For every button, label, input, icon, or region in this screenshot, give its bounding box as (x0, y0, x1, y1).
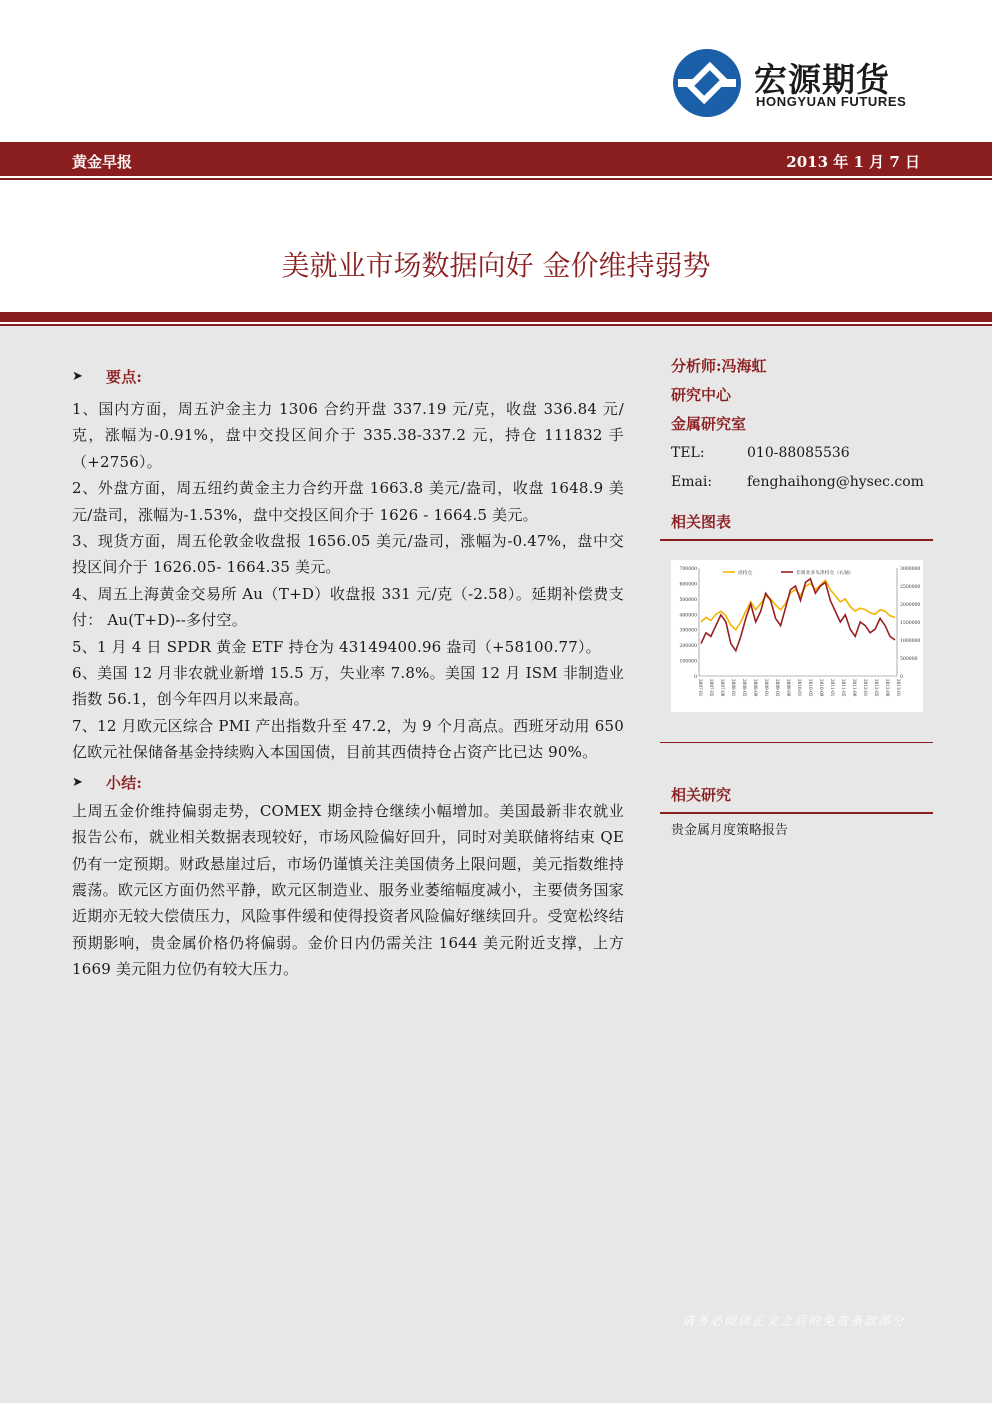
company-logo (672, 48, 922, 118)
chart-x-tick-label: 2012-05 (874, 679, 879, 697)
email-value: fenghaihong@hysec.com (747, 474, 924, 490)
arrow-bullet-icon: ➤ (72, 369, 84, 384)
email-label: Emai: (671, 474, 713, 490)
chart-y-right-tick-label: 1000000 (900, 639, 921, 644)
chart-x-tick-label: 2013-01 (896, 679, 901, 697)
chart-y-left-tick-label: 0 (694, 675, 697, 680)
key-point-3: 3、现货方面，周五伦敦金收盘报 1656.05 美元/盎司，涨幅为-0.47%，盘中交投区间介于 1626.05- 1664.35 美元。 (72, 532, 624, 577)
chart-legend-label: 沿持仓 (738, 571, 753, 576)
key-point-1: 1、国内方面，周五沪金主力 1306 合约开盘 337.19 元/克，收盘 336.84 元/克，涨幅为-0.91%，盘中交投区间介于 335.38-337.2 元，持仓 111832 手（+2756）。 (72, 400, 624, 471)
chart-y-right-tick-label: 1500000 (900, 621, 921, 626)
chart-x-tick-label: 2011-09 (852, 679, 857, 697)
related-research-item: 贵金属月度策略报告 (671, 823, 789, 838)
chart-x-tick-label: 2012-01 (863, 679, 868, 697)
chart-y-right-tick-label: 500000 (900, 657, 918, 662)
title-area (0, 180, 992, 312)
chart-y-right-tick-label: 2000000 (900, 603, 921, 608)
tel-row (671, 439, 933, 468)
chart-x-tick-label: 2012-09 (885, 679, 890, 697)
chart-series-line (701, 580, 895, 629)
chart-y-right-tick-label: 2500000 (900, 585, 921, 590)
chart-y-right-tick-label: 0 (900, 675, 903, 680)
chart-y-left-tick-label: 300000 (679, 628, 697, 634)
chart-x-tick-label: 2007-01 (698, 679, 703, 697)
key-point-6: 6、美国 12 月非农就业新增 15.5 万，失业率 7.8%。美国 12 月 ISM 非制造业指数 56.1，创今年四月以来最高。 (72, 664, 624, 709)
key-point-4: 4、周五上海黄金交易所 Au（T+D）收盘报 331 元/克（-2.58）。延期补偿费支付： Au(T+D)--多付空。 (72, 584, 624, 630)
key-points-title: 要点: (106, 368, 143, 386)
chart-x-tick-label: 2011-05 (841, 679, 846, 697)
chart-y-left-tick-label: 400000 (679, 613, 697, 619)
tel-label: TEL: (671, 445, 705, 461)
chart-x-tick-label: 2007-05 (709, 679, 714, 697)
logo-chinese-name: 宏源期货 (754, 60, 890, 99)
title-divider-thick (0, 312, 992, 322)
chart-x-tick-label: 2010-01 (797, 679, 802, 697)
chart-x-tick-label: 2011-01 (830, 679, 835, 697)
metals-team: 金属研究室 (671, 415, 747, 433)
report-title: 美就业市场数据向好 金价维持弱势 (281, 249, 711, 282)
tel-value: 010-88085536 (747, 445, 850, 461)
side-column (671, 352, 933, 541)
chart-y-left-tick-label: 600000 (679, 582, 697, 588)
key-points-heading (72, 364, 624, 390)
report-band (0, 142, 992, 176)
chart-x-tick-label: 2009-01 (764, 679, 769, 697)
main-column (72, 364, 624, 983)
arrow-bullet-icon: ➤ (72, 774, 84, 790)
report-date: 2013 年 1 月 7 日 (786, 153, 920, 171)
analyst-name: 分析师:冯海虹 (671, 357, 767, 375)
chart-legend-label: 非商业多头净持仓（右轴） (796, 571, 854, 576)
chart-x-tick-label: 2008-05 (742, 679, 747, 697)
key-point-5: 5、1 月 4 日 SPDR 黄金 ETF 持仓为 43149400.96 盎司（+58100.77）。 (72, 637, 601, 656)
chart-x-tick-label: 2009-09 (786, 679, 791, 697)
chart-x-tick-label: 2009-05 (775, 679, 780, 697)
related-research-heading: 相关研究 (660, 782, 933, 814)
chart-x-tick-label: 2008-09 (753, 679, 758, 697)
key-point-2: 2、外盘方面，周五纽约黄金主力合约开盘 1663.8 美元/盎司，收盘 1648.9 美元/盎司，涨幅为-1.53%，盘中交投区间介于 1626 - 1664.5 美元。 (72, 479, 624, 524)
chart-x-tick-label: 2007-09 (720, 679, 725, 697)
summary-heading (72, 770, 624, 796)
summary-title: 小结: (106, 773, 143, 792)
chart-y-left-tick-label: 100000 (679, 659, 697, 665)
research-center: 研究中心 (671, 386, 732, 404)
chart-y-left-tick-label: 200000 (679, 644, 697, 650)
chart-x-tick-label: 2008-01 (731, 679, 736, 697)
chart-x-tick-label: 2010-05 (808, 679, 813, 697)
email-row (671, 468, 933, 497)
page-header (0, 0, 992, 142)
related-research-block (671, 782, 933, 844)
chart-y-left-tick-label: 500000 (679, 597, 697, 603)
hongyuan-logo-icon (672, 48, 742, 118)
chart-svg (671, 560, 923, 712)
report-type-label: 黄金早报 (72, 153, 133, 171)
summary-text: 上周五金价维持偏弱走势，COMEX 期金持仓继续小幅增加。美国最新非农就业报告公布，就业相关数据表现较好，市场风险偏好回升，同时对美联储将结束 QE 仍有一定预期。财政悬崖过后，市场仍谨慎关注美国债务上限问题，美元指数维持震荡。欧元区方面仍然平静，欧元区制造业、服务业萎缩幅度减小，主要债务国家近期亦无较大偿债压力，风险事件缓和使得投资者风险偏好继续回升。受宽松终结预期影响，贵金属价格仍将偏弱。金价日内仍需关注 1644 美元附近支撑，上方 1669 美元阻力位仍有较大压力。 (72, 801, 624, 979)
chart-bottom-rule (660, 742, 933, 743)
chart-series-line (701, 579, 895, 651)
key-point-7: 7、12 月欧元区综合 PMI 产出指数升至 47.2，为 9 个月高点。西班牙动用 650 亿欧元社保储备基金持续购入本国国债，目前其西债持仓占资产比已达 90%。 (72, 716, 624, 762)
related-charts-heading: 相关图表 (660, 509, 933, 541)
chart-y-right-tick-label: 3000000 (900, 567, 921, 572)
chart-y-left-tick-label: 700000 (679, 567, 697, 572)
gold-holdings-chart (671, 560, 923, 712)
logo-english-name: HONGYUAN FUTURES (756, 94, 907, 109)
disclaimer-note: 请务必阅读正文之后的免责条款部分 (681, 1314, 906, 1328)
chart-x-tick-label: 2010-09 (819, 679, 824, 697)
